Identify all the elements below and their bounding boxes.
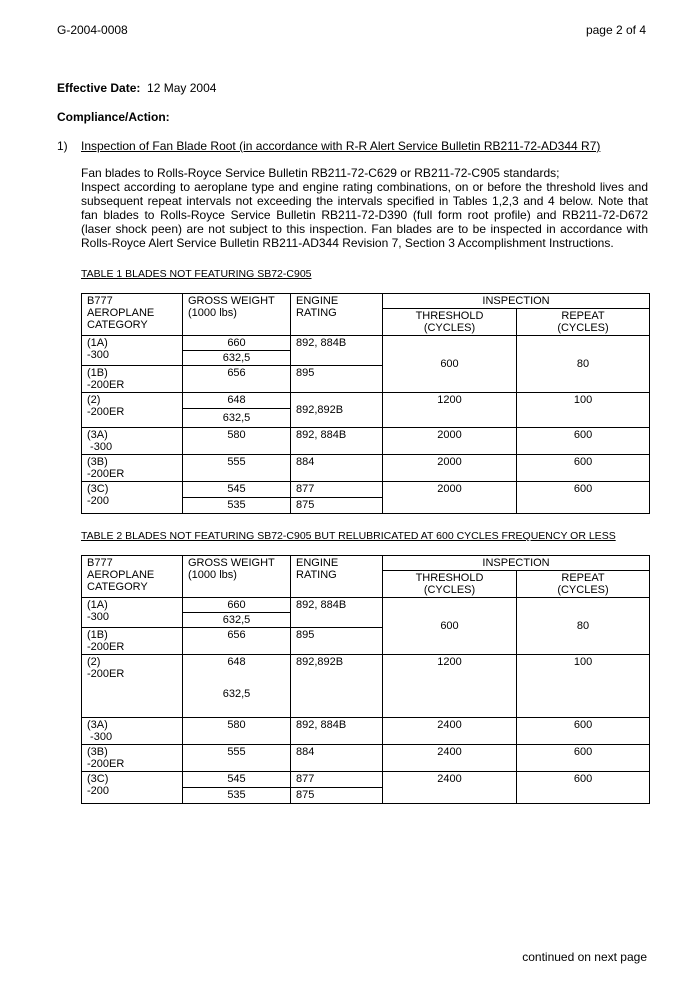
gross-weight: 660 [183,336,291,351]
col-header-engine-rating: ENGINE RATING [291,556,383,598]
threshold-cycles: 600 [383,598,517,655]
table2 [81,555,650,804]
gross-weight: 535 [183,788,291,804]
instruction-text [81,166,648,250]
category-1a: (1A) -300 [82,598,183,628]
threshold-cycles: 2400 [383,745,517,772]
engine-rating: 892, 884B [291,336,383,366]
repeat-cycles: 600 [517,482,650,514]
repeat-cycles: 600 [517,455,650,482]
gross-weight: 632,5 [183,409,291,428]
gross-weight: 632,5 [183,351,291,366]
document-id: G-2004-0008 [57,23,128,37]
gross-weight: 648 [183,393,291,409]
category-2: (2) -200ER [82,393,183,428]
table2-caption: TABLE 2 BLADES NOT FEATURING SB72-C905 BUT RELUBRICATED AT 600 CYCLES FREQUENCY OR LESS [81,530,616,542]
category-3c: (3C) -200 [82,482,183,514]
col-header-gross-weight: GROSS WEIGHT (1000 lbs) [183,556,291,598]
threshold-cycles: 1200 [383,393,517,428]
repeat-cycles: 100 [517,655,650,718]
gross-weight: 580 [183,718,291,745]
category-3b: (3B) -200ER [82,745,183,772]
engine-rating: 892,892B [291,393,383,428]
col-header-gross-weight: GROSS WEIGHT (1000 lbs) [183,294,291,336]
table1 [81,293,650,514]
threshold-cycles: 2400 [383,718,517,745]
repeat-cycles: 600 [517,718,650,745]
instruction-line: Fan blades to Rolls-Royce Service Bulletin RB211-72-C629 or RB211-72-C905 standards; [81,166,560,180]
category-1b: (1B) -200ER [82,366,183,393]
engine-rating: 892, 884B [291,718,383,745]
item-number: 1) [57,139,68,153]
engine-rating: 892,892B [291,655,383,718]
engine-rating: 895 [291,628,383,655]
gross-weight: 656 [183,366,291,393]
category-3c: (3C) -200 [82,772,183,804]
threshold-cycles: 2000 [383,455,517,482]
item-title: Inspection of Fan Blade Root (in accordance with R-R Alert Service Bulletin RB211-72-AD344 R7) [81,139,601,153]
col-header-threshold: THRESHOLD (CYCLES) [383,309,517,336]
col-header-category: B777 AEROPLANE CATEGORY [82,294,183,336]
repeat-cycles: 600 [517,772,650,804]
threshold-cycles: 600 [383,336,517,393]
col-header-inspection: INSPECTION [383,294,650,309]
gross-weight: 656 [183,628,291,655]
category-3a: (3A) -300 [82,718,183,745]
engine-rating: 875 [291,788,383,804]
category-3a: (3A) -300 [82,428,183,455]
engine-rating: 895 [291,366,383,393]
gross-weight: 632,5 [183,613,291,628]
effective-date-label: Effective Date: [57,81,141,95]
repeat-cycles: 600 [517,745,650,772]
gross-weight: 660 [183,598,291,613]
engine-rating: 877 [291,772,383,788]
gross-weight: 535 [183,498,291,514]
gross-weight: 648 [183,655,291,687]
engine-rating: 877 [291,482,383,498]
gross-weight: 555 [183,745,291,772]
gross-weight: 545 [183,772,291,788]
page-number: page 2 of 4 [585,23,646,37]
threshold-cycles: 2400 [383,772,517,804]
threshold-cycles: 2000 [383,428,517,455]
engine-rating: 892, 884B [291,598,383,628]
effective-date [57,81,216,95]
engine-rating: 892, 884B [291,428,383,455]
compliance-heading: Compliance/Action: [57,110,170,124]
engine-rating: 875 [291,498,383,514]
col-header-engine-rating: ENGINE RATING [291,294,383,336]
category-1a: (1A) -300 [82,336,183,366]
threshold-cycles: 2000 [383,482,517,514]
gross-weight: 580 [183,428,291,455]
gross-weight: 545 [183,482,291,498]
repeat-cycles: 80 [517,336,650,393]
col-header-threshold: THRESHOLD (CYCLES) [383,571,517,598]
gross-weight: 632,5 [183,687,291,718]
repeat-cycles: 80 [517,598,650,655]
col-header-repeat: REPEAT (CYCLES) [517,571,650,598]
continued-note: continued on next page [522,950,647,964]
col-header-category: B777 AEROPLANE CATEGORY [82,556,183,598]
threshold-cycles: 1200 [383,655,517,718]
gross-weight: 555 [183,455,291,482]
col-header-inspection: INSPECTION [383,556,650,571]
repeat-cycles: 100 [517,393,650,428]
category-1b: (1B) -200ER [82,628,183,655]
table1-caption: TABLE 1 BLADES NOT FEATURING SB72-C905 [81,268,312,280]
engine-rating: 884 [291,455,383,482]
category-3b: (3B) -200ER [82,455,183,482]
category-2: (2) -200ER [82,655,183,718]
repeat-cycles: 600 [517,428,650,455]
instruction-paragraph: Inspect according to aeroplane type and engine rating combinations, on or before the threshold lives and subsequent repeat intervals not exceeding the intervals specified in Tables 1,2,3 and 4 below. Note that fan blades to Rolls-Royce Service Bulletin RB211-72-D390 (full form root profile) and RB211-72-D672 (laser shock peen) are not subject to this inspection. Fan blades are to be inspected in accordance with Rolls-Royce Alert Service Bulletin RB211-AD344 Revision 7, Section 3 Accomplishment Instructions. [81,180,648,250]
engine-rating: 884 [291,745,383,772]
effective-date-value: 12 May 2004 [147,81,217,95]
col-header-repeat: REPEAT (CYCLES) [517,309,650,336]
